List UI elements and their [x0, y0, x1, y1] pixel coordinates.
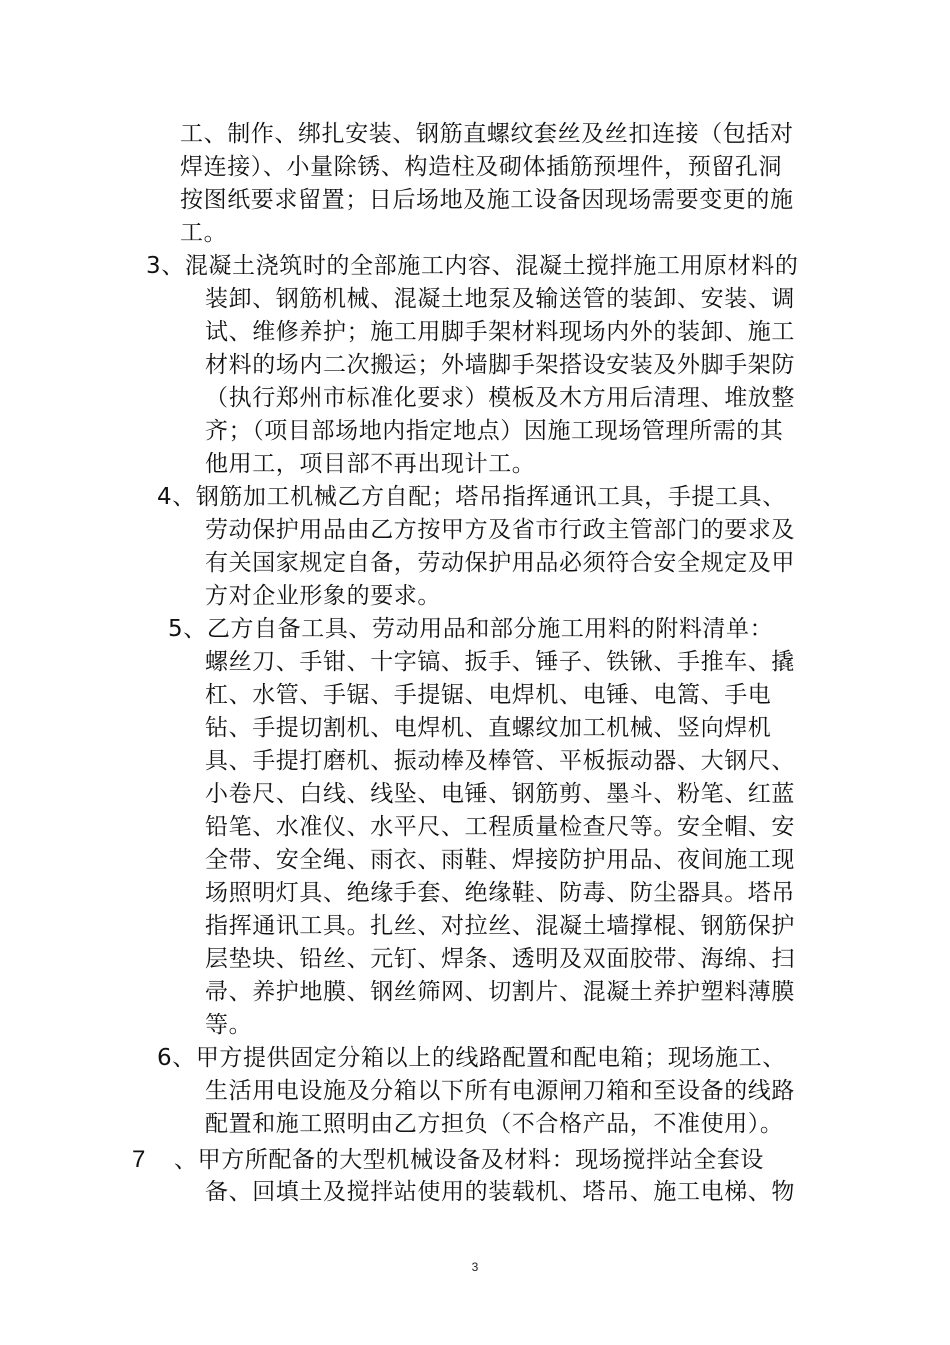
text-line-24: 场照明灯具、绝缘手套、绝缘鞋、防毒、防尘器具。塔吊	[205, 880, 795, 906]
item-7-text: 、甲方所配备的大型机械设备及材料：现场搅拌站全套设	[174, 1147, 764, 1173]
text-line-28: 等。	[205, 1012, 253, 1038]
text-line-27: 帚、养护地膜、钢丝筛网、切割片、混凝土养护塑料薄膜	[205, 979, 795, 1005]
text-line-22: 铅笔、水准仪、水平尺、工程质量检查尺等。安全帽、安	[205, 814, 795, 840]
text-line-11: 他用工，项目部不再出现计工。	[205, 451, 536, 477]
item-7-number: 7	[132, 1146, 146, 1173]
text-line-2: 焊连接）、小量除锈、构造柱及砌体插筋预埋件，预留孔洞	[180, 154, 783, 180]
text-line-7: 试、维修养护；施工用脚手架材料现场内外的装卸、施工	[205, 319, 795, 345]
text-line-17: 螺丝刀、手钳、十字镐、扳手、锤子、铁锹、手推车、撬	[205, 649, 795, 675]
item-4-first-line: 4、钢筋加工机械乙方自配；塔吊指挥通讯工具，手提工具、	[157, 484, 786, 510]
text-line-25: 指挥通讯工具。扎丝、对拉丝、混凝土墙撑棍、钢筋保护	[205, 913, 795, 939]
text-line-26: 层垫块、铅丝、元钉、焊条、透明及双面胶带、海绵、扫	[205, 946, 795, 972]
text-line-15: 方对企业形象的要求。	[205, 583, 441, 609]
text-line-33: 备、回填土及搅拌站使用的装载机、塔吊、施工电梯、物	[205, 1179, 795, 1205]
text-line-1: 工、制作、绑扎安装、钢筋直螺纹套丝及丝扣连接（包括对	[180, 121, 794, 147]
text-line-6: 装卸、钢筋机械、混凝土地泵及输送管的装卸、安装、调	[205, 286, 795, 312]
text-line-13: 劳动保护用品由乙方按甲方及省市行政主管部门的要求及	[205, 517, 795, 543]
text-line-31: 配置和施工照明由乙方担负（不合格产品，不准使用）。	[205, 1111, 784, 1137]
text-line-23: 全带、安全绳、雨衣、雨鞋、焊接防护用品、夜间施工现	[205, 847, 795, 873]
text-line-4: 工。	[180, 220, 228, 246]
item-3-first-line: 3、混凝土浇筑时的全部施工内容、混凝土搅拌施工用原材料的	[146, 253, 799, 279]
page-number: 3	[471, 1260, 479, 1274]
text-line-21: 小卷尺、白线、线坠、电锤、钢筋剪、墨斗、粉笔、红蓝	[205, 781, 795, 807]
text-line-30: 生活用电设施及分箱以下所有电源闸刀箱和至设备的线路	[205, 1078, 795, 1104]
item-7-first-line	[132, 1143, 764, 1176]
text-line-3: 按图纸要求留置；日后场地及施工设备因现场需要变更的施	[180, 187, 794, 213]
text-line-19: 钻、手提切割机、电焊机、直螺纹加工机械、竖向焊机	[205, 715, 772, 741]
item-5-first-line: 5、乙方自备工具、劳动用品和部分施工用料的附料清单：	[168, 616, 774, 642]
text-line-18: 杠、水管、手锯、手提锯、电焊机、电锤、电篙、手电	[205, 682, 772, 708]
text-line-20: 具、手提打磨机、振动棒及棒管、平板振动器、大钢尺、	[205, 748, 795, 774]
item-6-first-line: 6、甲方提供固定分箱以上的线路配置和配电箱；现场施工、	[157, 1045, 786, 1071]
text-line-14: 有关国家规定自备，劳动保护用品必须符合安全规定及甲	[205, 550, 795, 576]
text-line-8: 材料的场内二次搬运；外墙脚手架搭设安装及外脚手架防	[205, 352, 795, 378]
text-line-9: （执行郑州市标准化要求）模板及木方用后清理、堆放整	[205, 385, 795, 411]
text-line-10: 齐；（项目部场地内指定地点）因施工现场管理所需的其	[205, 418, 784, 444]
